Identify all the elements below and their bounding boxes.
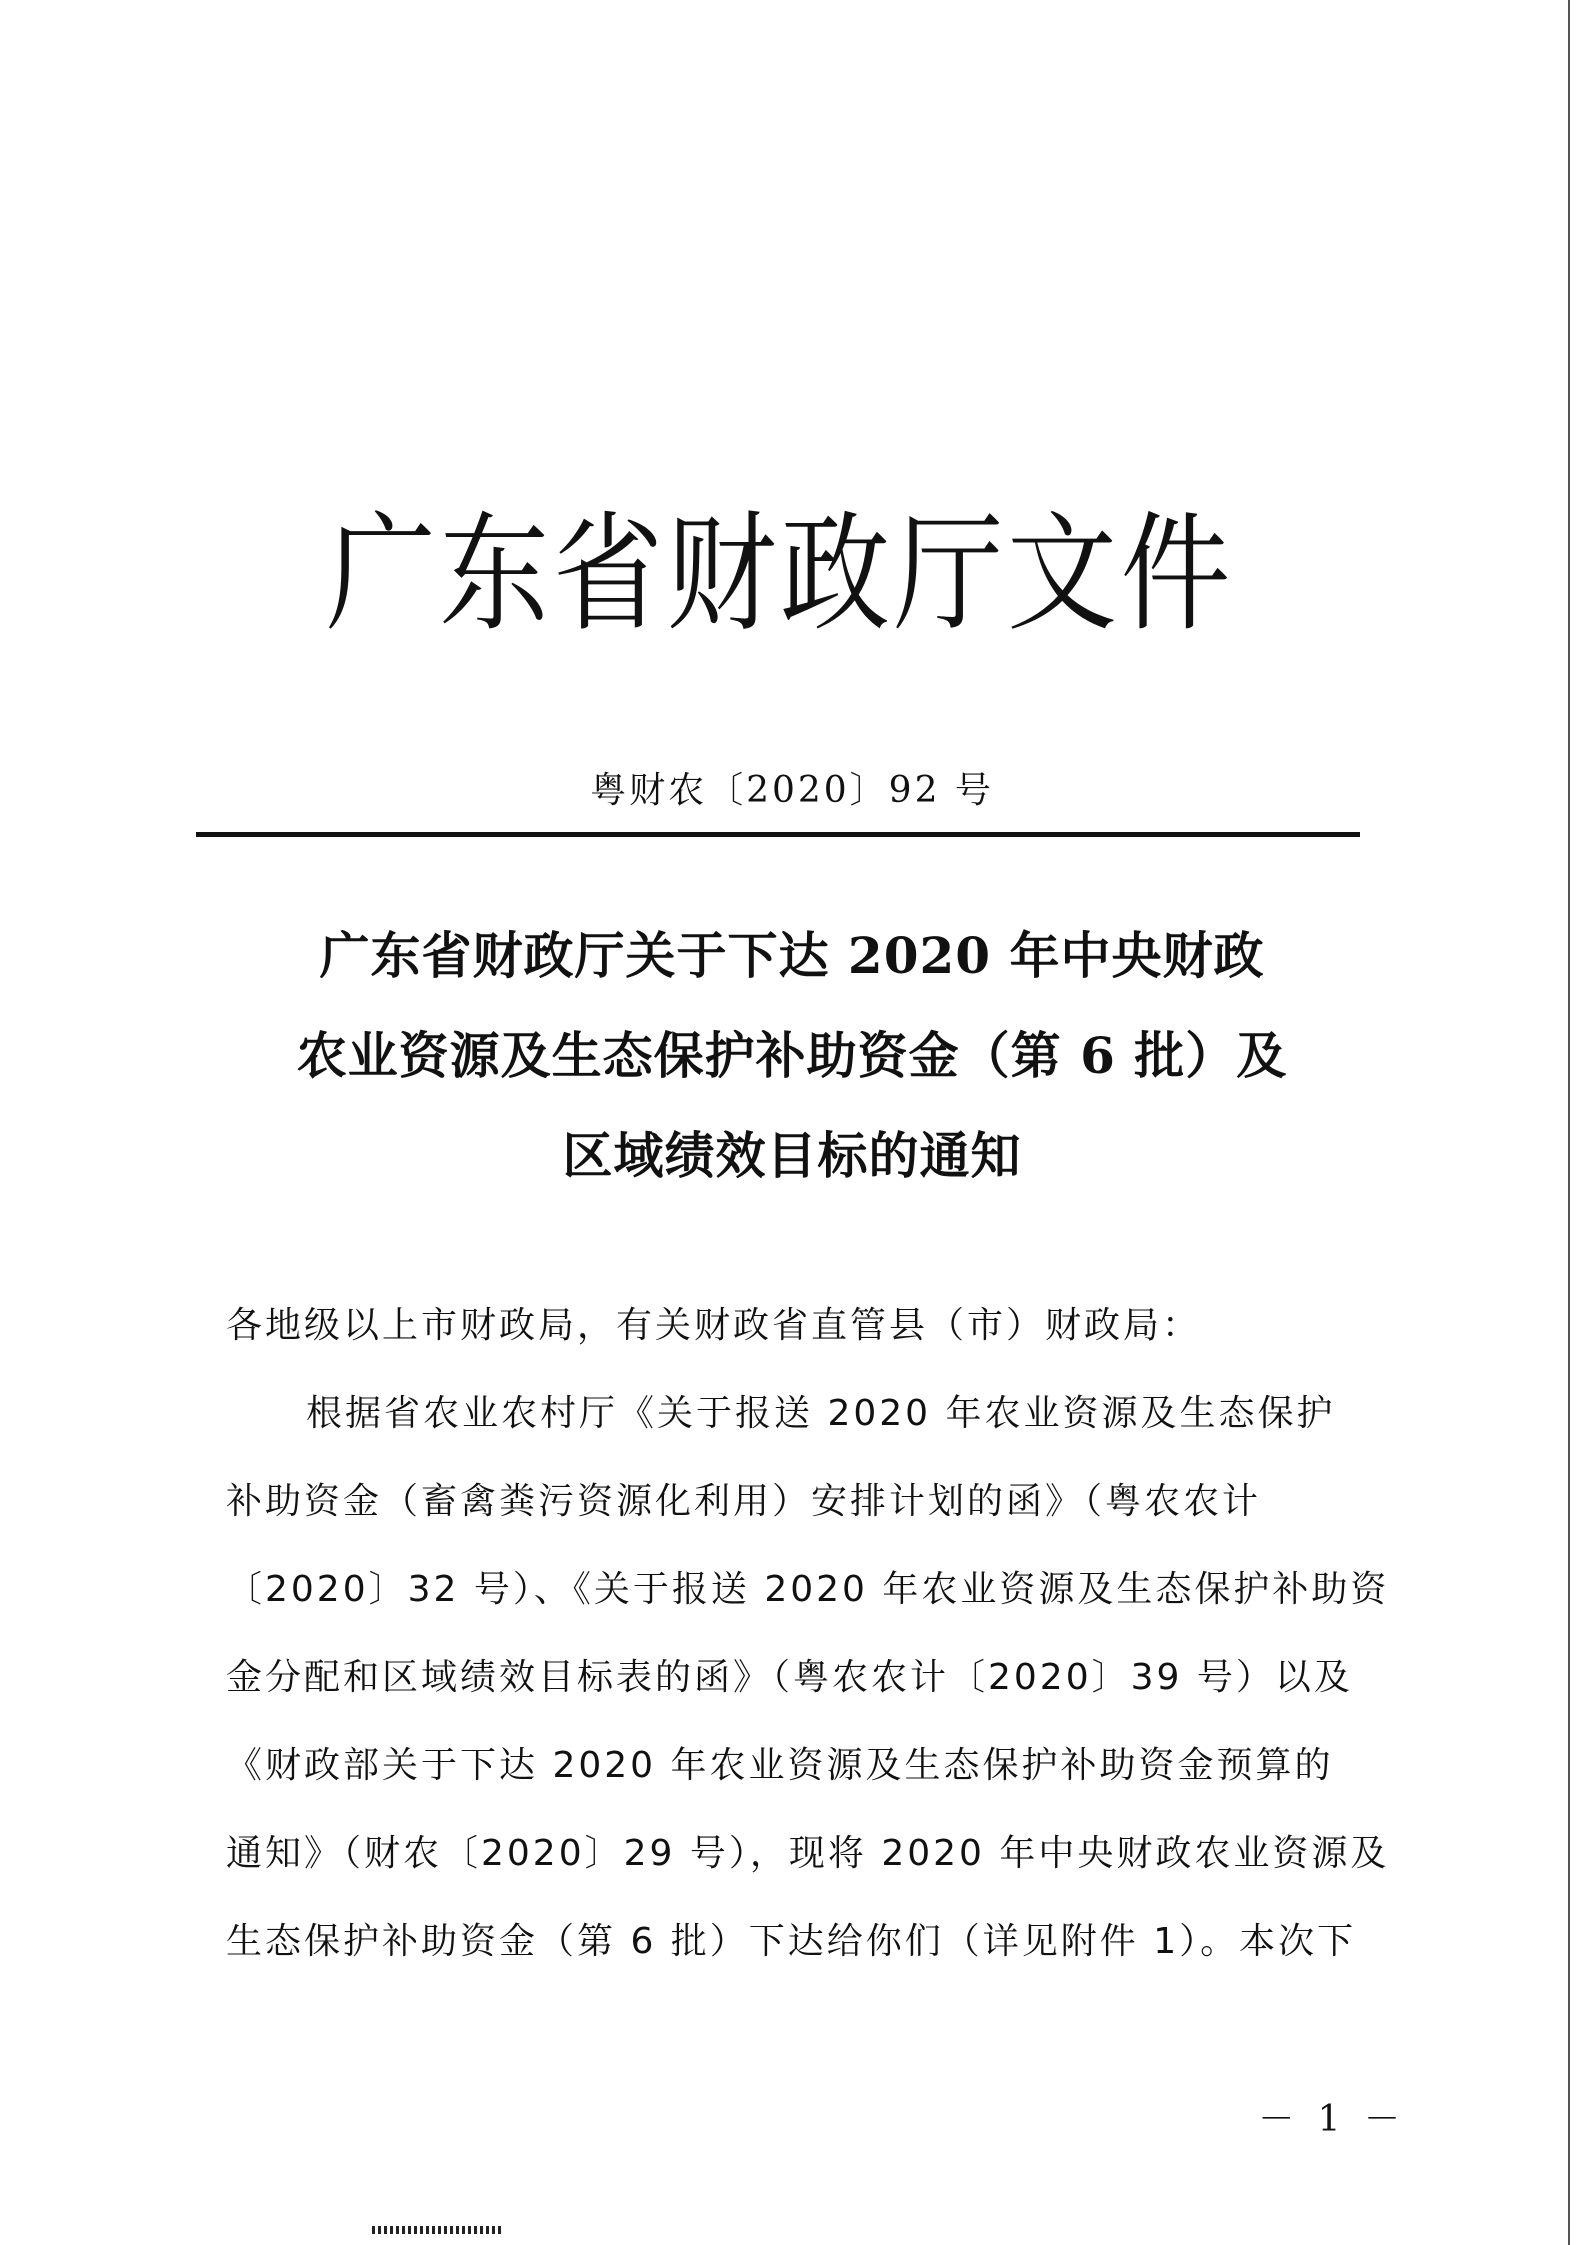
notice-title-line: 区域绩效目标的通知 — [562, 1126, 1022, 1185]
notice-title — [190, 906, 1394, 1206]
page-number: － 1 － — [1258, 2099, 1406, 2140]
footer-scan-mark — [372, 2226, 502, 2234]
scan-edge-line — [1568, 0, 1570, 2245]
body-line: 根据省农业农村厅《关于报送 2020 年农业资源及生态保护 — [306, 1393, 1336, 1434]
body-line: 《财政部关于下达 2020 年农业资源及生态保护补助资金预算的 — [226, 1745, 1334, 1786]
body-line: 生态保护补助资金（第 6 批）下达给你们（详见附件 1）。本次下 — [226, 1921, 1357, 1962]
body-line: 金分配和区域绩效目标表的函》（粤农农计〔2020〕39 号）以及 — [226, 1657, 1353, 1698]
header-divider — [196, 832, 1360, 837]
body-line: 通知》（财农〔2020〕29 号），现将 2020 年中央财政农业资源及 — [226, 1833, 1390, 1874]
notice-body — [226, 1282, 1390, 1986]
document-number: 粤财农〔2020〕92 号 — [590, 770, 994, 811]
body-line: 补助资金（畜禽粪污资源化利用）安排计划的函》（粤农农计 — [226, 1481, 1262, 1522]
body-line: 〔2020〕32 号）、《关于报送 2020 年农业资源及生态保护补助资 — [226, 1569, 1390, 1610]
salutation: 各地级以上市财政局，有关财政省直管县（市）财政局： — [226, 1305, 1202, 1346]
notice-title-line: 广东省财政厅关于下达 2020 年中央财政 — [319, 926, 1265, 985]
notice-title-line: 农业资源及生态保护补助资金（第 6 批）及 — [296, 1026, 1288, 1085]
document-header-title: 广东省财政厅文件 — [325, 500, 1235, 649]
